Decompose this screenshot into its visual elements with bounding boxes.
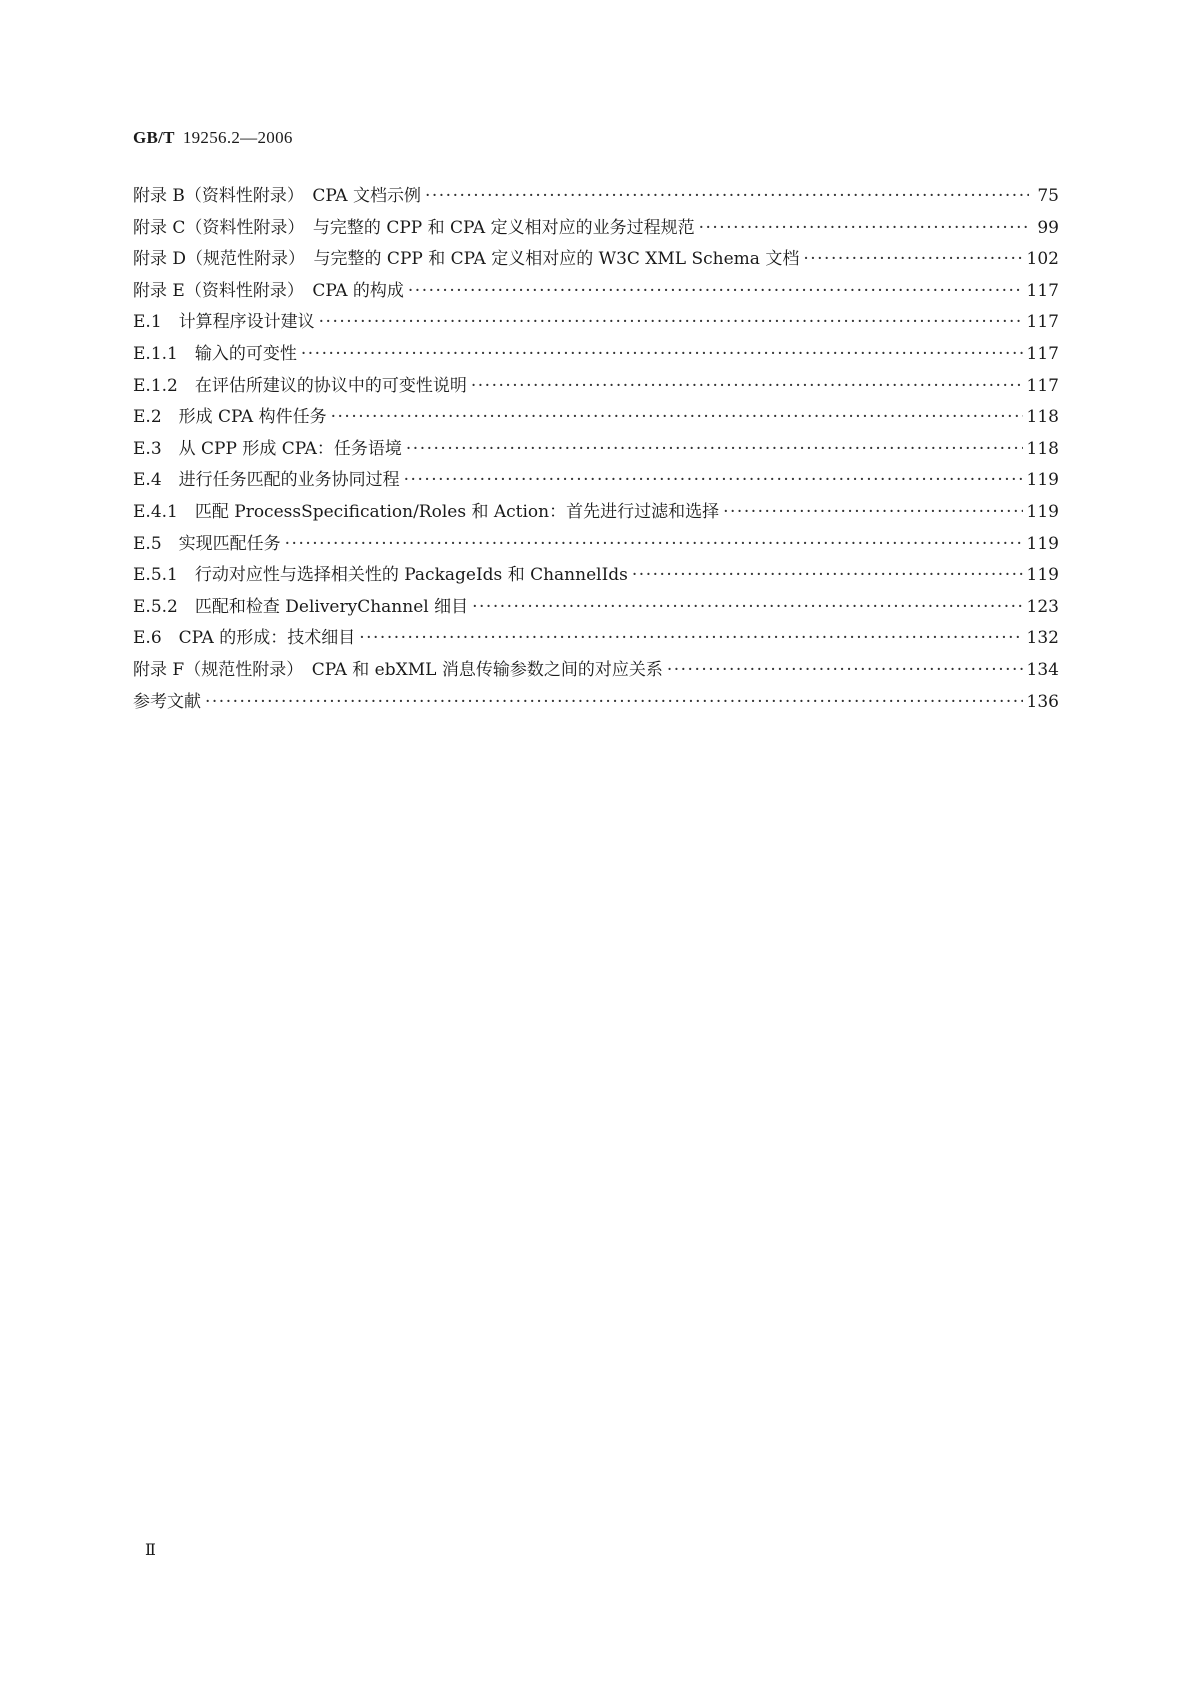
toc-leader-dots bbox=[331, 402, 1023, 434]
toc-leader-dots bbox=[632, 560, 1023, 592]
toc-entry-title: E.5 实现匹配任务 bbox=[133, 533, 281, 554]
toc-leader-dots bbox=[723, 497, 1022, 529]
toc-entry-page: 118 bbox=[1026, 407, 1059, 428]
toc-entry-page: 132 bbox=[1026, 628, 1059, 649]
toc-entry[interactable] bbox=[133, 244, 1059, 276]
toc-leader-dots bbox=[205, 687, 1023, 719]
toc-leader-dots bbox=[404, 465, 1023, 497]
toc-leader-dots bbox=[803, 244, 1022, 276]
toc-entry[interactable] bbox=[133, 529, 1059, 561]
toc-entry-title: E.1 计算程序设计建议 bbox=[133, 312, 315, 333]
toc-entry-title: E.4.1 匹配 ProcessSpecification/Roles 和 Action：首先进行过滤和选择 bbox=[133, 501, 720, 522]
standard-code: GB/T bbox=[133, 128, 175, 147]
toc-entry-page: 117 bbox=[1026, 280, 1059, 301]
toc-entry[interactable] bbox=[133, 213, 1059, 245]
toc-entry-page: 118 bbox=[1026, 438, 1059, 459]
toc-entry[interactable] bbox=[133, 592, 1059, 624]
toc-leader-dots bbox=[319, 307, 1023, 339]
toc-entry-page: 102 bbox=[1026, 249, 1059, 270]
toc-entry-page: 99 bbox=[1037, 217, 1059, 238]
toc-entry-title: 附录 F（规范性附录） CPA 和 ebXML 消息传输参数之间的对应关系 bbox=[133, 659, 663, 680]
toc-entry-page: 134 bbox=[1026, 659, 1059, 680]
table-of-contents bbox=[133, 181, 1059, 718]
toc-entry[interactable] bbox=[133, 655, 1059, 687]
toc-leader-dots bbox=[406, 434, 1023, 466]
toc-leader-dots bbox=[285, 529, 1023, 561]
toc-entry[interactable] bbox=[133, 276, 1059, 308]
toc-entry-page: 119 bbox=[1026, 533, 1059, 554]
toc-entry[interactable] bbox=[133, 181, 1059, 213]
toc-entry-page: 136 bbox=[1026, 691, 1059, 712]
toc-entry-title: E.3 从 CPP 形成 CPA：任务语境 bbox=[133, 438, 402, 459]
document-header bbox=[133, 128, 293, 148]
toc-leader-dots bbox=[667, 655, 1023, 687]
toc-entry-title: 附录 C（资料性附录） 与完整的 CPP 和 CPA 定义相对应的业务过程规范 bbox=[133, 217, 695, 238]
toc-entry[interactable] bbox=[133, 560, 1059, 592]
standard-number: 19256.2—2006 bbox=[182, 128, 293, 147]
toc-entry-page: 117 bbox=[1026, 343, 1059, 364]
toc-entry[interactable] bbox=[133, 307, 1059, 339]
toc-entry-page: 75 bbox=[1037, 186, 1059, 206]
toc-leader-dots bbox=[472, 592, 1022, 624]
page-number: Ⅱ bbox=[145, 1540, 156, 1559]
toc-entry-page: 119 bbox=[1026, 501, 1059, 522]
toc-entry-title: E.6 CPA 的形成：技术细目 bbox=[133, 628, 356, 649]
toc-leader-dots bbox=[408, 276, 1023, 308]
toc-entry[interactable] bbox=[133, 497, 1059, 529]
toc-entry-title: 附录 D（规范性附录） 与完整的 CPP 和 CPA 定义相对应的 W3C XML Schema 文档 bbox=[133, 249, 800, 270]
toc-entry-title: E.1.2 在评估所建议的协议中的可变性说明 bbox=[133, 375, 467, 396]
toc-entry[interactable] bbox=[133, 402, 1059, 434]
toc-entry-title: 参考文献 bbox=[133, 691, 201, 712]
toc-entry-title: E.1.1 输入的可变性 bbox=[133, 343, 297, 364]
toc-entry[interactable] bbox=[133, 339, 1059, 371]
toc-entry-title: E.5.1 行动对应性与选择相关性的 PackageIds 和 ChannelIds bbox=[133, 565, 628, 586]
toc-entry-title: E.4 进行任务匹配的业务协同过程 bbox=[133, 470, 400, 491]
toc-entry-page: 119 bbox=[1026, 470, 1059, 491]
toc-entry[interactable] bbox=[133, 434, 1059, 466]
toc-leader-dots bbox=[425, 181, 1029, 213]
toc-entry-page: 119 bbox=[1026, 565, 1059, 586]
toc-leader-dots bbox=[301, 339, 1023, 371]
toc-entry-title: E.2 形成 CPA 构件任务 bbox=[133, 407, 327, 428]
toc-entry-page: 117 bbox=[1026, 312, 1059, 333]
toc-entry[interactable] bbox=[133, 687, 1059, 719]
toc-entry-title: 附录 B（资料性附录） CPA 文档示例 bbox=[133, 186, 421, 206]
toc-entry[interactable] bbox=[133, 371, 1059, 403]
toc-entry-title: 附录 E（资料性附录） CPA 的构成 bbox=[133, 280, 404, 301]
toc-leader-dots bbox=[359, 623, 1022, 655]
toc-entry-title: E.5.2 匹配和检查 DeliveryChannel 细目 bbox=[133, 596, 469, 617]
toc-entry-page: 117 bbox=[1026, 375, 1059, 396]
toc-entry-page: 123 bbox=[1026, 596, 1059, 617]
toc-entry[interactable] bbox=[133, 465, 1059, 497]
toc-entry[interactable] bbox=[133, 623, 1059, 655]
toc-leader-dots bbox=[699, 213, 1029, 245]
toc-leader-dots bbox=[471, 371, 1023, 403]
